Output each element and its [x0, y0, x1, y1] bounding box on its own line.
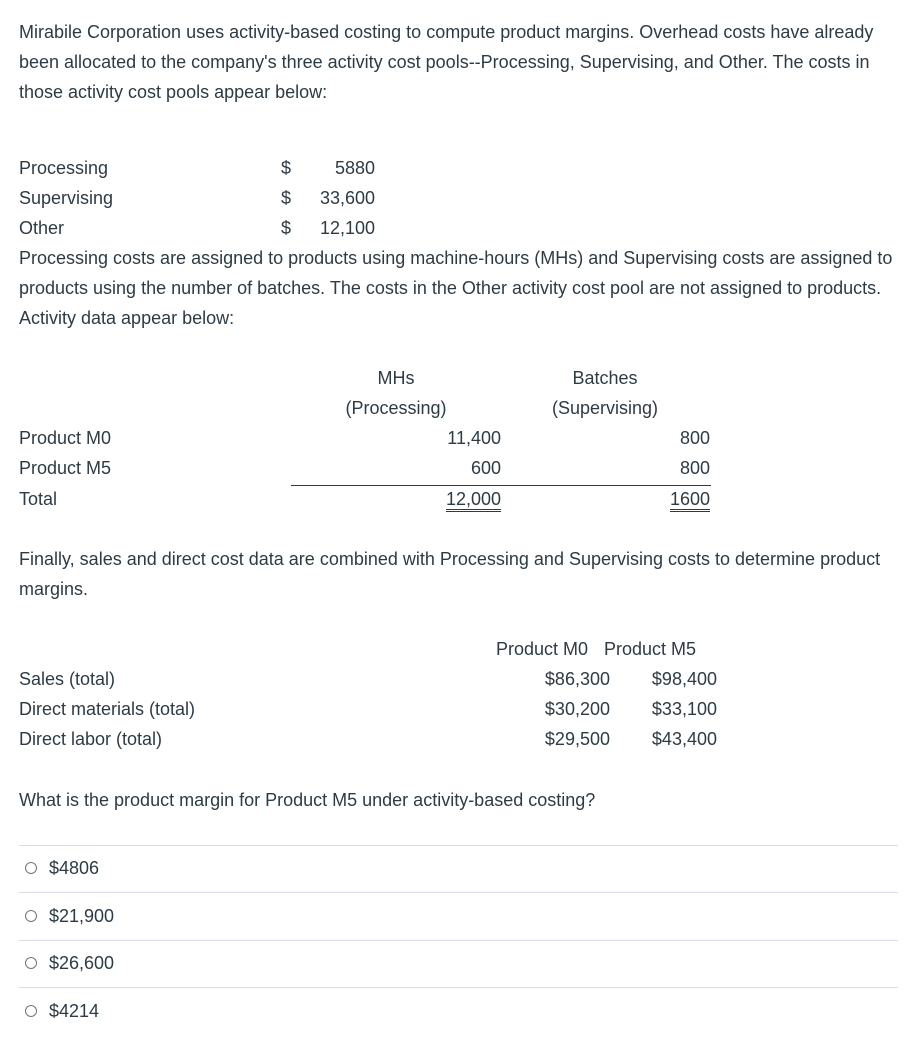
sales-row-m0: $30,200	[544, 699, 610, 719]
intro-paragraph: Mirabile Corporation uses activity-based costing to compute product margins. Overhead costs have already been allocated to the company's three activity cost pools--Processing, Supervising, and Other. The costs in those activity cost pools appear below:	[19, 22, 874, 102]
sales-header-m0: Product M0	[496, 639, 589, 659]
header-mhs: MHs	[377, 368, 415, 388]
pool-currency-supervising: $	[281, 188, 292, 208]
answer-option-label: $26,600	[49, 953, 115, 973]
sales-row-m0: $86,300	[544, 669, 610, 689]
answer-option[interactable]	[19, 892, 898, 940]
sales-row-m5: $98,400	[651, 669, 717, 689]
total-rule	[291, 485, 711, 486]
answer-option-label: $4806	[49, 858, 100, 878]
activity-row-label: Product M0	[19, 428, 112, 448]
activity-total-mhs: 12,000	[446, 489, 501, 512]
answer-option-label: $4214	[49, 1001, 100, 1021]
header-batches-sub: (Supervising)	[551, 398, 659, 418]
activity-row-label: Product M5	[19, 458, 112, 478]
activity-total-batches: 1600	[670, 489, 710, 512]
assignment-paragraph: Processing costs are assigned to products using machine-hours (MHs) and Supervising costs are assigned to products using the number of batches. The costs in the Other activity cost pool are not assigned to products. Activity data appear below:	[19, 248, 893, 328]
activity-row-mhs: 600	[470, 458, 501, 478]
activity-row-mhs: 11,400	[447, 428, 501, 448]
sales-row-label: Sales (total)	[19, 669, 116, 689]
pool-amount-processing: 5880	[334, 158, 375, 178]
pool-label-supervising: Supervising	[19, 188, 114, 208]
sales-row-label: Direct materials (total)	[19, 699, 196, 719]
radio-button[interactable]	[25, 910, 37, 922]
answer-option[interactable]	[19, 845, 898, 893]
sales-row-m5: $43,400	[651, 729, 717, 749]
final-paragraph: Finally, sales and direct cost data are combined with Processing and Supervising costs to determine product margins.	[19, 549, 881, 599]
question-text: What is the product margin for Product M5 under activity-based costing?	[19, 790, 596, 810]
sales-row-m0: $29,500	[544, 729, 610, 749]
pool-label-other: Other	[19, 218, 65, 238]
answer-option-label: $21,900	[49, 906, 115, 926]
answer-option[interactable]	[19, 987, 898, 1038]
radio-button[interactable]	[25, 862, 37, 874]
activity-row-batches: 800	[679, 458, 710, 478]
pool-amount-other: 12,100	[319, 218, 375, 238]
radio-button[interactable]	[25, 1005, 37, 1017]
activity-row-batches: 800	[679, 428, 710, 448]
pool-currency-processing: $	[281, 158, 292, 178]
pool-label-processing: Processing	[19, 158, 109, 178]
header-mhs-sub: (Processing)	[345, 398, 447, 418]
sales-header-m5: Product M5	[604, 639, 697, 659]
pool-amount-supervising: 33,600	[319, 188, 375, 208]
activity-total-label: Total	[19, 489, 58, 509]
header-batches: Batches	[572, 368, 638, 388]
sales-row-m5: $33,100	[651, 699, 717, 719]
pool-currency-other: $	[281, 218, 292, 238]
answer-option[interactable]	[19, 940, 898, 988]
sales-row-label: Direct labor (total)	[19, 729, 163, 749]
radio-button[interactable]	[25, 957, 37, 969]
